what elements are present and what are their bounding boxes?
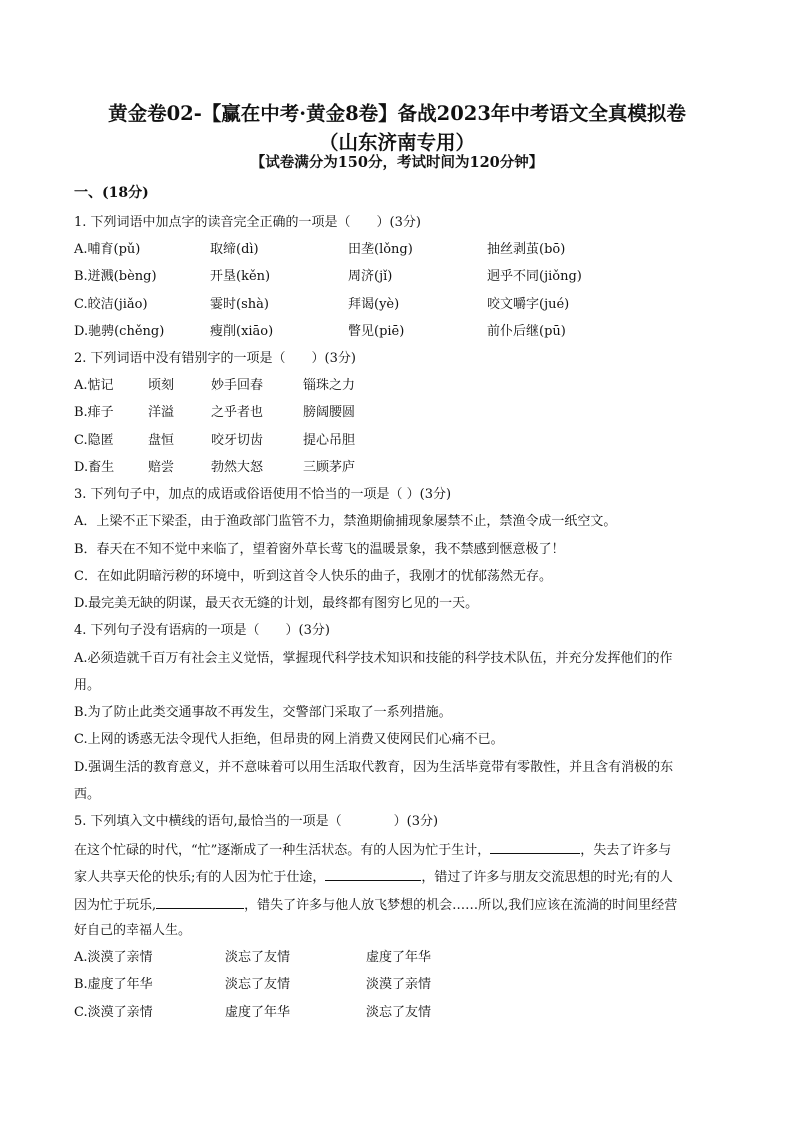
q1-option-c-2: 霎时(shà) <box>210 297 269 312</box>
question-2-stem: 2. 下列词语中没有错别字的一项是（ ）(3分) <box>74 351 356 366</box>
q2-option-d-1: D.畜生 <box>74 460 115 475</box>
exam-note: 【试卷满分为150分，考试时间为120分钟】 <box>250 154 544 171</box>
q1-option-b-1: B.迸溅(bèng) <box>74 269 157 284</box>
question-4-stem: 4. 下列句子没有语病的一项是（ ）(3分) <box>74 623 330 638</box>
q1-option-b-4: 迥乎不同(jiǒng) <box>487 269 582 284</box>
q2-option-c-4: 提心吊胆 <box>303 433 356 448</box>
q5-passage-text: ，失去了许多与 <box>580 843 672 858</box>
q5-passage-line1 <box>74 840 671 860</box>
q2-option-a-1: A.惦记 <box>74 378 114 393</box>
q2-option-d-4: 三顾茅庐 <box>303 460 356 475</box>
q1-option-a-3: 田垄(lǒng) <box>348 242 413 257</box>
q1-option-d-3: 瞥见(piē) <box>348 324 405 339</box>
q1-option-c-1: C.皎洁(jiǎo) <box>74 297 148 312</box>
q3-option-d: D.最完美无缺的阴谋，最天衣无缝的计划，最终都有图穷匕见的一天。 <box>74 596 479 611</box>
q2-option-b-2: 洋溢 <box>148 405 175 420</box>
q5-passage-text: ，错过了许多与朋友交流思想的时光;有的人 <box>421 870 673 885</box>
q5-option-a-2: 淡忘了友情 <box>225 950 291 965</box>
q5-passage-text: 家人共享天伦的快乐;有的人因为忙于仕途， <box>74 870 326 885</box>
q3-option-b: B．春天在不知不觉中来临了，望着窗外草长莺飞的温暖景象，我不禁感到惬意极了！ <box>74 542 565 557</box>
exam-subtitle: （山东济南专用） <box>318 131 475 154</box>
q5-passage-line3 <box>74 895 677 915</box>
q2-option-b-1: B.痱子 <box>74 405 114 420</box>
q5-passage-text: ，错失了许多与他人放飞梦想的机会……所以,我们应该在流淌的时间里经营 <box>244 898 678 913</box>
q1-option-d-1: D.驰骋(chěng) <box>74 324 165 339</box>
q5-option-b-2: 淡忘了友情 <box>225 977 291 992</box>
q4-option-b: B.为了防止此类交通事故不再发生，交警部门采取了一系列措施。 <box>74 705 452 720</box>
q5-option-a-3: 虚度了年华 <box>366 950 432 965</box>
question-1-stem: 1. 下列词语中加点字的读音完全正确的一项是（ ）(3分) <box>74 215 421 230</box>
q4-option-c: C.上网的诱惑无法令现代人拒绝，但昂贵的网上消费又使网民们心痛不已。 <box>74 732 504 747</box>
q4-option-d-line1: D.强调生活的教育意义，并不意味着可以用生活取代教育，因为生活毕竟带有零散性，并且含有消极的东 <box>74 760 674 775</box>
q5-passage-text: 在这个忙碌的时代，“忙”逐渐成了一种生活状态。有的人因为忙于生计， <box>74 843 491 858</box>
q2-option-c-1: C.隐匿 <box>74 433 114 448</box>
fill-blank-2 <box>325 867 421 881</box>
q2-option-c-3: 咬牙切齿 <box>211 433 264 448</box>
q5-option-c-1: C.淡漠了亲情 <box>74 1005 153 1020</box>
section-heading: 一、(18分) <box>74 185 149 201</box>
q2-option-a-2: 顷刻 <box>148 378 175 393</box>
q3-option-a: A．上梁不正下梁歪，由于渔政部门监管不力，禁渔期偷捕现象屡禁不止，禁渔令成一纸空文。 <box>74 514 617 529</box>
q1-option-a-2: 取缔(dì) <box>210 242 259 257</box>
q1-option-c-4: 咬文嚼字(jué) <box>487 297 570 312</box>
q1-option-a-4: 抽丝剥茧(bō) <box>487 242 566 257</box>
q5-option-b-1: B.虚度了年华 <box>74 977 153 992</box>
q1-option-a-1: A.哺育(pǔ) <box>74 242 141 257</box>
q5-passage-line4: 好自己的幸福人生。 <box>74 923 192 938</box>
q1-option-d-4: 前仆后继(pū) <box>487 324 566 339</box>
q2-option-a-4: 锱珠之力 <box>303 378 356 393</box>
q3-option-c: C．在如此阴暗污秽的环境中，听到这首令人快乐的曲子，我刚才的忧郁荡然无存。 <box>74 569 552 584</box>
q5-option-c-2: 虚度了年华 <box>225 1005 291 1020</box>
question-5-stem: 5. 下列填入文中横线的语句,最恰当的一项是（ ）(3分) <box>74 814 439 829</box>
q4-option-a-line1: A.必须造就千百万有社会主义觉悟，掌握现代科学技术知识和技能的科学技术队伍，并充分发挥他们的作 <box>74 651 673 666</box>
q2-option-a-3: 妙手回春 <box>211 378 264 393</box>
q2-option-d-2: 赔尝 <box>148 460 175 475</box>
fill-blank-3 <box>156 895 244 909</box>
q1-option-b-2: 开垦(kěn) <box>210 269 271 284</box>
q5-option-b-3: 淡漠了亲情 <box>366 977 432 992</box>
q4-option-d-line2: 西。 <box>74 787 101 802</box>
q1-option-b-3: 周济(jǐ) <box>348 269 393 284</box>
fill-blank-1 <box>490 840 580 854</box>
q4-option-a-line2: 用。 <box>74 678 101 693</box>
q5-passage-text: 因为忙于玩乐, <box>74 898 157 913</box>
q2-option-d-3: 勃然大怒 <box>211 460 264 475</box>
q5-passage-line2 <box>74 867 673 887</box>
exam-title: 黄金卷02-【赢在中考·黄金8卷】备战2023年中考语文全真模拟卷 <box>108 102 686 125</box>
q2-option-c-2: 盘恒 <box>148 433 175 448</box>
question-3-stem: 3. 下列句子中，加点的成语或俗语使用不恰当的一项是（ ）(3分) <box>74 487 452 502</box>
q2-option-b-4: 膀阔腰圆 <box>303 405 356 420</box>
q1-option-c-3: 拜谒(yè) <box>348 297 400 312</box>
q2-option-b-3: 之乎者也 <box>211 405 264 420</box>
q5-option-a-1: A.淡漠了亲情 <box>74 950 153 965</box>
q5-option-c-3: 淡忘了友情 <box>366 1005 432 1020</box>
q1-option-d-2: 瘦削(xiāo) <box>210 324 274 339</box>
